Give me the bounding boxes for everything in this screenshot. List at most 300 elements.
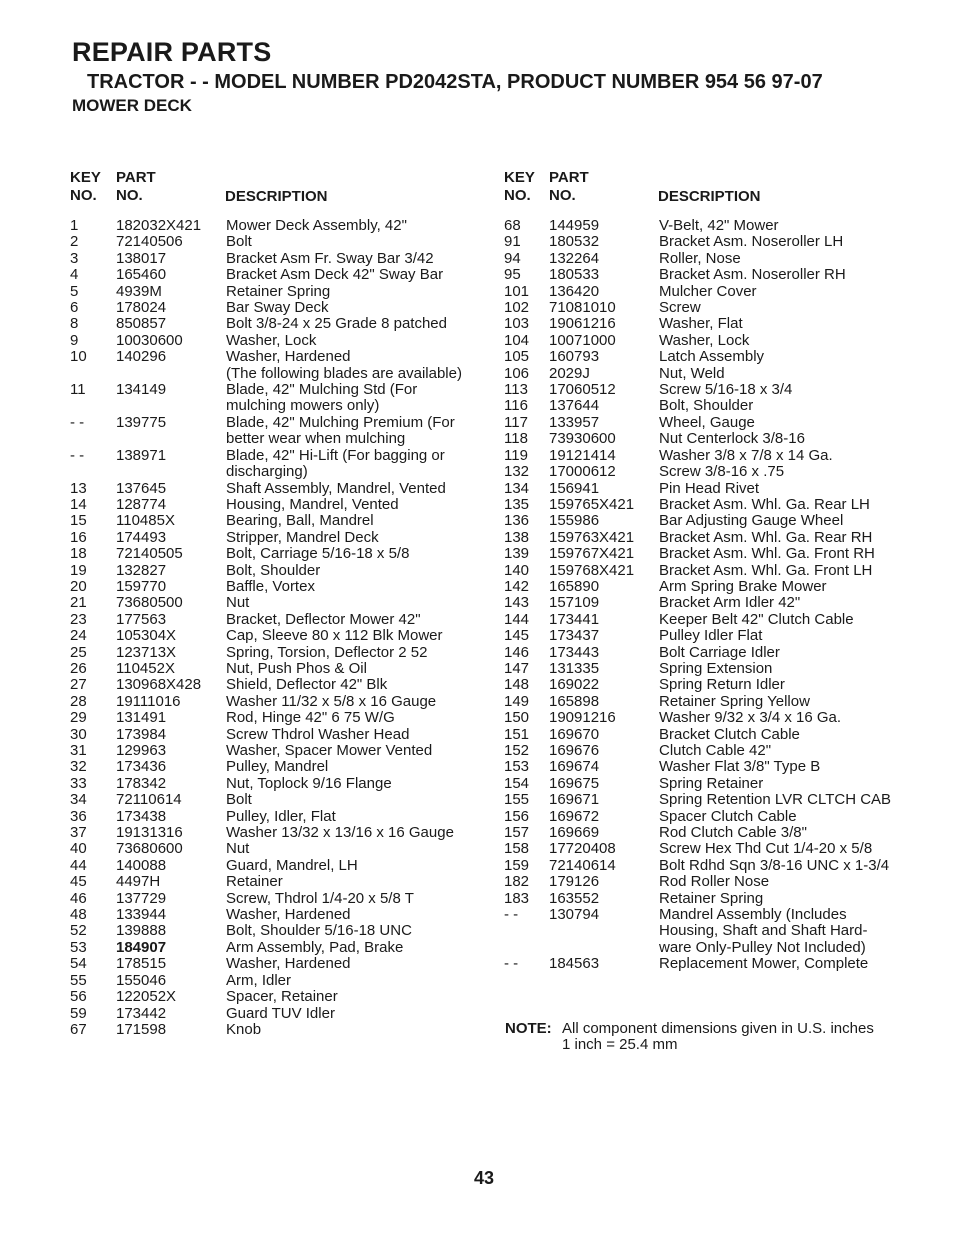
key-number: 52 — [70, 922, 87, 940]
table-row — [504, 218, 894, 234]
part-number: 73680600 — [116, 840, 183, 858]
part-description: Spring Retainer — [659, 774, 764, 792]
table-row — [70, 956, 480, 972]
key-number: 59 — [70, 1004, 87, 1022]
key-number: 106 — [504, 364, 530, 382]
key-number: 19 — [70, 561, 87, 579]
key-number: 15 — [70, 512, 87, 530]
key-number: 45 — [70, 873, 87, 891]
key-number: 3 — [70, 249, 79, 267]
key-number: 4 — [70, 266, 79, 284]
part-description: Washer 11/32 x 5/8 x 16 Gauge — [226, 692, 437, 710]
part-number: 159768X421 — [549, 561, 635, 579]
header-part-line2: NO. — [116, 187, 143, 204]
part-description: Arm, Idler — [226, 971, 292, 989]
part-number: 160793 — [549, 348, 600, 366]
part-number: 173436 — [116, 758, 167, 776]
part-number: 184563 — [549, 955, 600, 973]
part-description: Screw Hex Thd Cut 1/4-20 x 5/8 — [659, 840, 873, 858]
table-row — [70, 530, 480, 546]
part-number: 169674 — [549, 758, 600, 776]
key-number: 11 — [70, 381, 86, 399]
key-number: 24 — [70, 627, 87, 645]
key-number: 142 — [504, 577, 530, 595]
table-row — [504, 874, 894, 890]
part-number: 173437 — [549, 627, 600, 645]
table-row — [70, 546, 480, 562]
part-number: 139775 — [116, 413, 167, 431]
part-number: 173984 — [116, 725, 167, 743]
table-row — [504, 546, 894, 562]
key-number: 103 — [504, 315, 530, 333]
key-number: 8 — [70, 315, 79, 333]
part-description: Housing, Mandrel, Vented — [226, 495, 399, 513]
table-row — [504, 743, 894, 759]
part-number: 169671 — [549, 791, 600, 809]
key-number: 158 — [504, 840, 530, 858]
part-description: Nut, Toplock 9/16 Flange — [226, 774, 392, 792]
table-row — [504, 792, 894, 808]
table-row — [70, 612, 480, 628]
key-number: 154 — [504, 774, 530, 792]
key-number: 117 — [504, 413, 528, 431]
part-description: Bolt, Carriage 5/16-18 x 5/8 — [226, 545, 410, 563]
part-description: Bracket Asm. Noseroller RH — [659, 266, 846, 284]
part-description: Rod Roller Nose — [659, 873, 770, 891]
part-number: 173442 — [116, 1004, 167, 1022]
table-row — [70, 891, 480, 907]
header-part-line1: PART — [549, 169, 589, 186]
table-row — [70, 645, 480, 661]
table-row — [70, 759, 480, 775]
table-row — [504, 628, 894, 644]
part-number: 122052X — [116, 988, 177, 1006]
part-description: Bar Adjusting Gauge Wheel — [659, 512, 844, 530]
part-number: 128774 — [116, 495, 167, 513]
part-number: 105304X — [116, 627, 177, 645]
part-description: Guard TUV Idler — [226, 1004, 335, 1022]
part-number: 138971 — [116, 446, 167, 464]
key-number: 25 — [70, 643, 87, 661]
part-number: 133957 — [549, 413, 600, 431]
table-row — [504, 612, 894, 628]
table-row — [70, 267, 480, 283]
part-number: 17060512 — [549, 381, 616, 399]
part-number: 182032X421 — [116, 217, 202, 234]
header-key-line1: KEY — [504, 169, 535, 186]
key-number: 40 — [70, 840, 87, 858]
part-description: Nut, Push Phos & Oil — [226, 659, 367, 677]
part-number: 144959 — [549, 217, 600, 234]
table-row — [70, 628, 480, 644]
part-description: Bracket Asm Deck 42" Sway Bar — [226, 266, 444, 284]
table-row — [504, 251, 894, 267]
table-row — [504, 776, 894, 792]
part-description: V-Belt, 42" Mower — [659, 217, 779, 234]
part-description: Clutch Cable 42" — [659, 742, 772, 759]
part-description: Washer, Lock — [659, 331, 750, 349]
part-description: Washer Flat 3/8" Type B — [659, 758, 821, 776]
key-number: 26 — [70, 659, 87, 677]
part-description: Keeper Belt 42" Clutch Cable — [659, 610, 854, 628]
table-row — [70, 743, 480, 759]
part-description: Nut — [226, 840, 250, 858]
part-number: 136420 — [549, 282, 600, 300]
table-row — [70, 1022, 480, 1038]
part-number: 72140505 — [116, 545, 183, 563]
table-row — [70, 497, 480, 513]
key-number: 54 — [70, 955, 87, 973]
part-description: Shaft Assembly, Mandrel, Vented — [226, 479, 446, 497]
part-description: Spacer, Retainer — [226, 988, 338, 1006]
part-description: Bar Sway Deck — [226, 299, 329, 317]
table-row — [504, 382, 894, 398]
table-row — [504, 497, 894, 513]
part-description: Screw — [659, 299, 701, 317]
table-row — [70, 1006, 480, 1022]
key-number: 183 — [504, 889, 530, 907]
part-number: 171598 — [116, 1020, 167, 1038]
part-description: Arm Assembly, Pad, Brake — [226, 938, 404, 956]
part-number: 169022 — [549, 676, 600, 694]
part-number: 159765X421 — [549, 495, 635, 513]
key-number: 134 — [504, 479, 530, 497]
part-description: Blade, 42" Hi-Lift (For bagging or discharging) — [226, 446, 445, 481]
key-number: 118 — [504, 430, 528, 448]
key-number: 159 — [504, 856, 530, 874]
part-number: 73680500 — [116, 594, 183, 612]
part-description: Baffle, Vortex — [226, 577, 315, 595]
part-description: Nut — [226, 594, 250, 612]
key-number: - - — [504, 955, 519, 973]
table-row — [70, 907, 480, 923]
key-number: 31 — [70, 742, 87, 759]
part-number: 178515 — [116, 955, 167, 973]
part-description: Bolt — [226, 233, 252, 251]
table-row — [70, 415, 480, 448]
part-number: 159763X421 — [549, 528, 635, 546]
part-description: Bolt, Shoulder — [226, 561, 321, 579]
part-description: Bracket Asm. Whl. Ga. Rear RH — [659, 528, 873, 546]
part-description: Bolt — [226, 791, 252, 809]
header-description: DESCRIPTION — [225, 188, 328, 205]
part-number: 19091216 — [549, 709, 616, 727]
table-row — [70, 513, 480, 529]
part-number: 178024 — [116, 299, 167, 317]
part-description: Bolt, Shoulder 5/16-18 UNC — [226, 922, 412, 940]
table-row — [504, 891, 894, 907]
table-row — [504, 415, 894, 431]
header-part-line1: PART — [116, 169, 156, 186]
part-description: Washer 9/32 x 3/4 x 16 Ga. — [659, 709, 842, 727]
key-number: - - — [70, 413, 85, 431]
part-number: 134149 — [116, 381, 167, 399]
table-row — [70, 792, 480, 808]
part-number: 184907 — [116, 938, 167, 956]
key-number: - - — [70, 446, 85, 464]
table-row — [70, 940, 480, 956]
part-number: 139888 — [116, 922, 167, 940]
part-description: Washer, Hardened — [226, 906, 351, 924]
key-number: 95 — [504, 266, 521, 284]
header-key-line2: NO. — [504, 187, 531, 204]
table-row — [504, 579, 894, 595]
key-number: 157 — [504, 824, 530, 842]
part-number: 140296 — [116, 348, 167, 366]
part-description: Mulcher Cover — [659, 282, 757, 300]
part-number: 4497H — [116, 873, 161, 891]
part-number: 159767X421 — [549, 545, 635, 563]
table-row — [70, 677, 480, 693]
table-row — [70, 661, 480, 677]
table-row — [504, 284, 894, 300]
table-row — [504, 595, 894, 611]
part-description: Bracket Asm Fr. Sway Bar 3/42 — [226, 249, 434, 267]
key-number: 28 — [70, 692, 87, 710]
key-number: 37 — [70, 824, 87, 842]
table-row — [70, 727, 480, 743]
part-number: 138017 — [116, 249, 167, 267]
part-number: 159770 — [116, 577, 167, 595]
part-number: 169670 — [549, 725, 600, 743]
part-number: 137644 — [549, 397, 600, 415]
part-number: 157109 — [549, 594, 600, 612]
key-number: 102 — [504, 299, 530, 317]
part-number: 137729 — [116, 889, 167, 907]
key-number: 9 — [70, 331, 79, 349]
table-row — [70, 858, 480, 874]
part-description: Washer, Lock — [226, 331, 317, 349]
part-description: Spring Retention LVR CLTCH CAB — [659, 791, 892, 809]
key-number: 13 — [70, 479, 87, 497]
table-row — [504, 563, 894, 579]
key-number: 138 — [504, 528, 530, 546]
part-number: 133944 — [116, 906, 167, 924]
table-row — [504, 366, 894, 382]
part-description: Mandrel Assembly (Includes Housing, Shaft and Shaft Hard-ware Only-Pulley Not Included) — [659, 906, 868, 956]
part-number: 129963 — [116, 742, 167, 759]
key-number: 68 — [504, 217, 521, 234]
key-number: 55 — [70, 971, 87, 989]
part-description: Washer 3/8 x 7/8 x 14 Ga. — [659, 446, 833, 464]
header-key-line1: KEY — [70, 169, 101, 186]
table-row — [504, 481, 894, 497]
part-number: 165890 — [549, 577, 600, 595]
part-description: Roller, Nose — [659, 249, 741, 267]
part-number: 173438 — [116, 807, 167, 825]
part-description: Retainer Spring Yellow — [659, 692, 810, 710]
key-number: 147 — [504, 659, 530, 677]
key-number: 143 — [504, 594, 530, 612]
part-number: 19121414 — [549, 446, 616, 464]
part-description: Arm Spring Brake Mower — [659, 577, 827, 595]
part-number: 165460 — [116, 266, 167, 284]
key-number: 91 — [504, 233, 521, 251]
part-number: 19131316 — [116, 824, 183, 842]
part-description: Bolt Carriage Idler — [659, 643, 780, 661]
part-number: 179126 — [549, 873, 600, 891]
part-description: Retainer Spring — [659, 889, 764, 907]
key-number: 34 — [70, 791, 87, 809]
key-number: 21 — [70, 594, 87, 612]
table-row — [504, 448, 894, 464]
key-number: 44 — [70, 856, 87, 874]
table-row — [70, 382, 480, 415]
table-row — [70, 825, 480, 841]
table-row — [504, 645, 894, 661]
key-number: 101 — [504, 282, 530, 300]
table-row — [504, 464, 894, 480]
part-number: 169669 — [549, 824, 600, 842]
page-subtitle: TRACTOR - - MODEL NUMBER PD2042STA, PRODUCT NUMBER 954 56 97-07 — [87, 71, 823, 93]
key-number: 1 — [70, 217, 79, 234]
key-number: 151 — [504, 725, 530, 743]
key-number: 136 — [504, 512, 530, 530]
key-number: 67 — [70, 1020, 87, 1038]
table-row — [70, 563, 480, 579]
parts-list-right — [504, 170, 894, 973]
part-number: 10071000 — [549, 331, 616, 349]
section-heading: MOWER DECK — [72, 96, 192, 115]
part-description: Washer, Hardened — [226, 955, 351, 973]
part-number: 17720408 — [549, 840, 616, 858]
key-number: 33 — [70, 774, 87, 792]
key-number: 152 — [504, 742, 530, 759]
table-row — [70, 595, 480, 611]
key-number: 14 — [70, 495, 87, 513]
part-description: Pin Head Rivet — [659, 479, 760, 497]
key-number: 144 — [504, 610, 530, 628]
part-description: Pulley, Mandrel — [226, 758, 329, 776]
table-row — [70, 923, 480, 939]
part-number: 71081010 — [549, 299, 616, 317]
part-description: Wheel, Gauge — [659, 413, 755, 431]
dimension-note — [505, 1021, 895, 1054]
part-description: Shield, Deflector 42" Blk — [226, 676, 388, 694]
table-row — [504, 431, 894, 447]
parts-rows — [504, 218, 894, 973]
part-description: Screw Thdrol Washer Head — [226, 725, 410, 743]
key-number: 104 — [504, 331, 530, 349]
part-number: 130794 — [549, 906, 600, 924]
table-row — [504, 513, 894, 529]
table-row — [504, 841, 894, 857]
table-row — [504, 759, 894, 775]
part-description: Bracket Asm. Whl. Ga. Front RH — [659, 545, 875, 563]
header-part-line2: NO. — [549, 187, 576, 204]
part-description: Washer, Spacer Mower Vented — [226, 742, 433, 759]
table-row — [504, 694, 894, 710]
part-number: 132827 — [116, 561, 167, 579]
part-description: Bolt 3/8-24 x 25 Grade 8 patched — [226, 315, 447, 333]
part-description: Retainer — [226, 873, 283, 891]
table-row — [504, 300, 894, 316]
table-row — [70, 989, 480, 1005]
table-row — [70, 234, 480, 250]
part-description: Bearing, Ball, Mandrel — [226, 512, 374, 530]
key-number: 153 — [504, 758, 530, 776]
part-number: 180532 — [549, 233, 600, 251]
table-row — [70, 316, 480, 332]
table-row — [504, 907, 894, 956]
key-number: 182 — [504, 873, 530, 891]
table-row — [70, 841, 480, 857]
table-row — [504, 710, 894, 726]
key-number: 135 — [504, 495, 530, 513]
table-row — [70, 776, 480, 792]
part-description: Bracket Asm. Whl. Ga. Rear LH — [659, 495, 870, 513]
part-number: 174493 — [116, 528, 167, 546]
part-description: Spring Extension — [659, 659, 773, 677]
key-number: 10 — [70, 348, 87, 366]
part-description: Bracket, Deflector Mower 42" — [226, 610, 421, 628]
part-description: Rod Clutch Cable 3/8" — [659, 824, 807, 842]
header-description: DESCRIPTION — [658, 188, 761, 205]
table-row — [504, 267, 894, 283]
part-description: Bracket Asm. Noseroller LH — [659, 233, 844, 251]
part-number: 110452X — [116, 659, 175, 677]
part-description: Pulley Idler Flat — [659, 627, 763, 645]
part-number: 169672 — [549, 807, 600, 825]
key-number: 94 — [504, 249, 521, 267]
part-number: 4939M — [116, 282, 162, 300]
part-number: 163552 — [549, 889, 600, 907]
key-number: 27 — [70, 676, 87, 694]
table-row — [70, 710, 480, 726]
key-number: 150 — [504, 709, 530, 727]
table-row — [504, 809, 894, 825]
part-number: 850857 — [116, 315, 167, 333]
part-number: 156941 — [549, 479, 600, 497]
part-description: Spring Return Idler — [659, 676, 785, 694]
key-number: 46 — [70, 889, 87, 907]
key-number: 113 — [504, 381, 528, 399]
key-number: 2 — [70, 233, 79, 251]
part-description: Bracket Clutch Cable — [659, 725, 800, 743]
page-title: REPAIR PARTS — [72, 37, 272, 67]
table-row — [70, 366, 480, 382]
key-number: 156 — [504, 807, 530, 825]
key-number: 105 — [504, 348, 530, 366]
part-description: Pulley, Idler, Flat — [226, 807, 336, 825]
part-description: Cap, Sleeve 80 x 112 Blk Mower — [226, 627, 443, 645]
part-number: 72140614 — [549, 856, 616, 874]
part-description: (The following blades are available) — [226, 364, 462, 382]
key-number: 6 — [70, 299, 79, 317]
table-row — [504, 530, 894, 546]
key-number: 36 — [70, 807, 87, 825]
table-row — [70, 694, 480, 710]
part-number: 72110614 — [116, 791, 182, 809]
parts-table-header — [504, 170, 894, 218]
table-row — [70, 973, 480, 989]
part-description: Stripper, Mandrel Deck — [226, 528, 379, 546]
table-row — [504, 727, 894, 743]
part-description: Bolt Rdhd Sqn 3/8-16 UNC x 1-3/4 — [659, 856, 890, 874]
key-number: 146 — [504, 643, 530, 661]
parts-list-left — [70, 170, 480, 1038]
part-description: Spacer Clutch Cable — [659, 807, 797, 825]
note-label: NOTE: — [505, 1020, 552, 1037]
key-number: 119 — [504, 446, 528, 464]
part-description: Blade, 42" Mulching Std (For mulching mowers only) — [226, 381, 418, 415]
part-number: 173443 — [549, 643, 600, 661]
key-number: 148 — [504, 676, 530, 694]
part-description: Washer, Hardened — [226, 348, 351, 366]
table-row — [70, 300, 480, 316]
key-number: 29 — [70, 709, 87, 727]
part-number: 155046 — [116, 971, 167, 989]
